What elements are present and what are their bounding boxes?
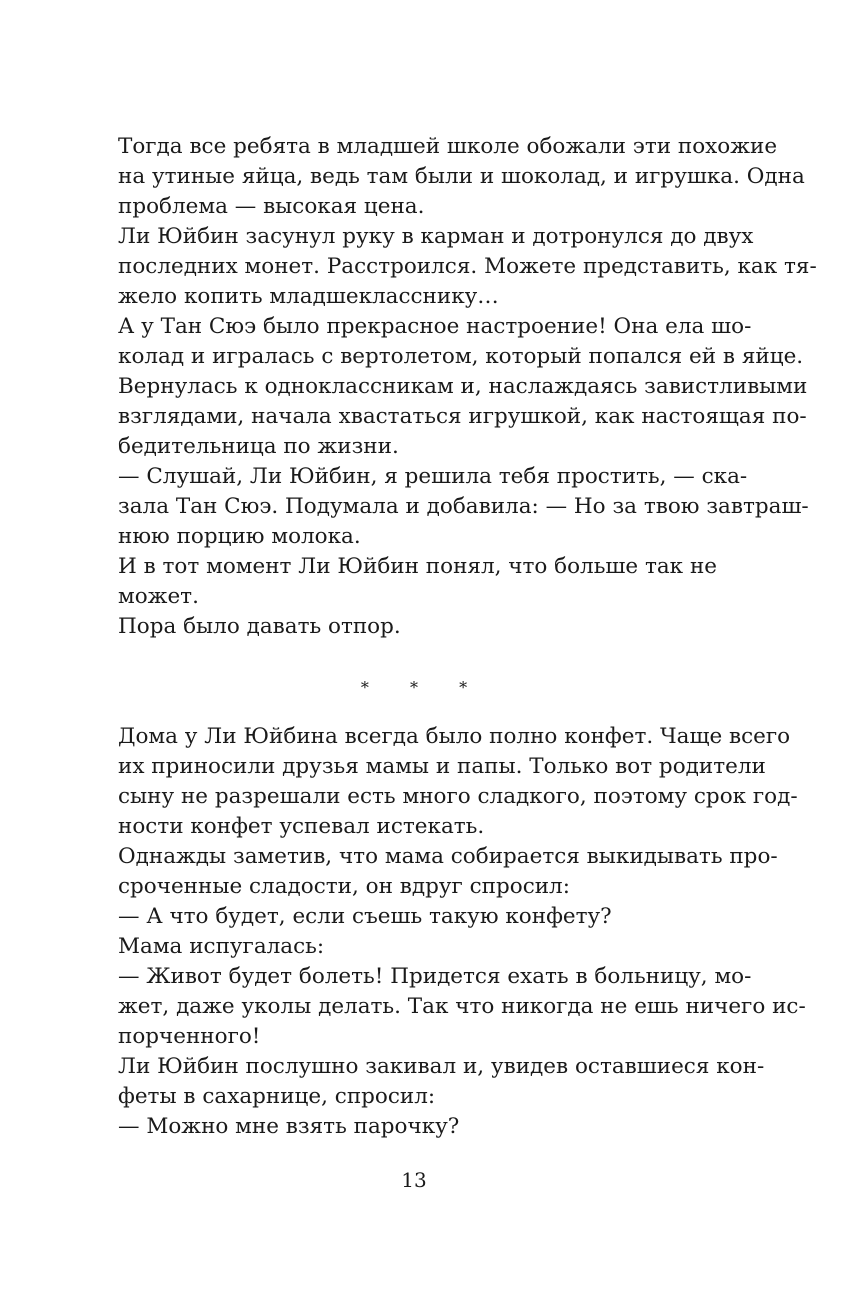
text-line: феты в сахарнице, спросил: — [118, 1084, 436, 1109]
text-line: зала Тан Сюэ. Подумала и добавила: — Но за твою завтраш- — [118, 494, 809, 519]
text-line: — А что будет, если съешь такую конфету? — [118, 904, 612, 929]
text-line: Пора было давать отпор. — [118, 614, 401, 639]
text-line: Вернулась к одноклассникам и, наслаждаясь завистливыми — [118, 374, 808, 399]
text-line: проблема — высокая цена. — [118, 194, 425, 219]
text-line: жело копить младшекласснику… — [118, 284, 499, 309]
text-line: Ли Юйбин послушно закивал и, увидев оставшиеся кон- — [118, 1054, 765, 1079]
text-line: их приносили друзья мамы и папы. Только вот родители — [118, 754, 766, 779]
text-line: последних монет. Расстроился. Можете представить, как тя- — [118, 254, 817, 279]
text-line: на утиные яйца, ведь там были и шоколад, и игрушка. Одна — [118, 164, 805, 189]
text-line: А у Тан Сюэ было прекрасное настроение! Она ела шо- — [118, 314, 752, 339]
text-line: И в тот момент Ли Юйбин понял, что больше так не — [118, 554, 718, 579]
section-break: * * * — [360, 678, 486, 697]
text-line: порченного! — [118, 1024, 261, 1049]
text-line: может. — [118, 584, 199, 609]
text-line: взглядами, начала хвастаться игрушкой, как настоящая по- — [118, 404, 807, 429]
text-line: нюю порцию молока. — [118, 524, 361, 549]
text-line: бедительница по жизни. — [118, 434, 399, 459]
text-line: колад и игралась с вертолетом, который попался ей в яйце. — [118, 344, 804, 369]
text-line: ности конфет успевал истекать. — [118, 814, 485, 839]
text-line: — Можно мне взять парочку? — [118, 1114, 460, 1139]
text-line: — Слушай, Ли Юйбин, я решила тебя простить, — ска- — [118, 464, 748, 489]
text-line: жет, даже уколы делать. Так что никогда не ешь ничего ис- — [118, 994, 806, 1019]
text-line: Мама испугалась: — [118, 934, 325, 959]
text-line: Дома у Ли Юйбина всегда было полно конфет. Чаще всего — [118, 724, 791, 749]
text-line: сыну не разрешали есть много сладкого, поэтому срок год- — [118, 784, 798, 809]
text-line: Тогда все ребята в младшей школе обожали эти похожие — [118, 134, 778, 159]
text-line: — Живот будет болеть! Придется ехать в больницу, мо- — [118, 964, 752, 989]
text-line: сроченные сладости, он вдруг спросил: — [118, 874, 570, 899]
text-line: Ли Юйбин засунул руку в карман и дотронулся до двух — [118, 224, 754, 249]
page-number: 13 — [401, 1168, 427, 1192]
text-line: Однажды заметив, что мама собирается выкидывать про- — [118, 844, 778, 869]
